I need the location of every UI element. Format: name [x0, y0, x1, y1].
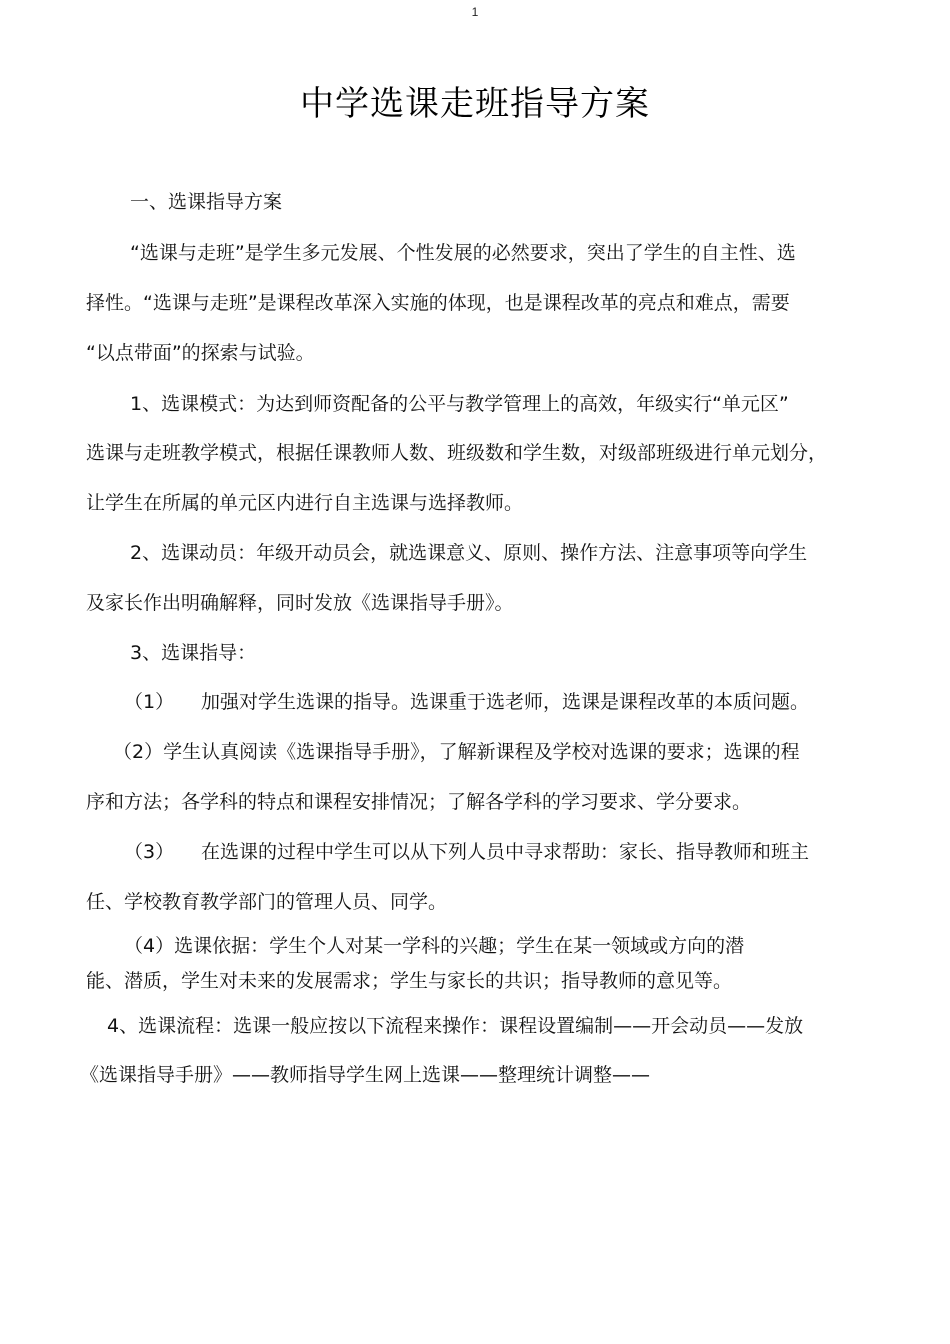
paragraph-line: 在选课的过程中学生可以从下列人员中寻求帮助：家长、指导教师和班主	[201, 841, 810, 863]
paragraph-line: （4）选课依据：学生个人对某一学科的兴趣；学生在某一领域或方向的潜	[124, 935, 745, 957]
paragraph-line: 序和方法；各学科的特点和课程安排情况；了解各学科的学习要求、学分要求。	[86, 791, 752, 813]
paragraph-line: 4、选课流程：选课一般应按以下流程来操作：课程设置编制——开会动员——发放	[107, 1015, 804, 1037]
document-title: 中学选课走班指导方案	[300, 84, 650, 124]
paragraph-line: （2）学生认真阅读《选课指导手册》，了解新课程及学校对选课的要求；选课的程	[113, 741, 800, 763]
list-marker: （3）	[124, 841, 175, 863]
paragraph-line: 任、学校教育教学部门的管理人员、同学。	[86, 891, 448, 913]
paragraph-line: 让学生在所属的单元区内进行自主选课与选择教师。	[86, 492, 524, 514]
paragraph-line: 选课与走班教学模式，根据任课教师人数、班级数和学生数，对级部班级进行单元划分，	[86, 442, 828, 464]
list-marker: （1）	[124, 691, 175, 713]
paragraph-line: 3、选课指导：	[130, 642, 257, 664]
paragraph-line: 能、潜质，学生对未来的发展需求；学生与家长的共识；指导教师的意见等。	[86, 970, 733, 992]
page-number: 1	[471, 5, 479, 19]
paragraph-line: 1、选课模式：为达到师资配备的公平与教学管理上的高效，年级实行“单元区”	[130, 393, 789, 415]
section-heading: 一、选课指导方案	[130, 191, 283, 213]
paragraph-line: 2、选课动员：年级开动员会，就选课意义、原则、操作方法、注意事项等向学生	[130, 542, 808, 564]
paragraph-line: 加强对学生选课的指导。选课重于选老师，选课是课程改革的本质问题。	[201, 691, 810, 713]
paragraph-line: 及家长作出明确解释，同时发放《选课指导手册》。	[86, 592, 514, 614]
paragraph-line: “选课与走班”是学生多元发展、个性发展的必然要求，突出了学生的自主性、选	[130, 242, 796, 264]
paragraph-line: 《选课指导手册》——教师指导学生网上选课——整理统计调整——	[80, 1064, 651, 1086]
paragraph-line: “以点带面”的探索与试验。	[86, 342, 315, 364]
paragraph-line: 择性。“选课与走班”是课程改革深入实施的体现，也是课程改革的亮点和难点，需要	[86, 292, 790, 314]
